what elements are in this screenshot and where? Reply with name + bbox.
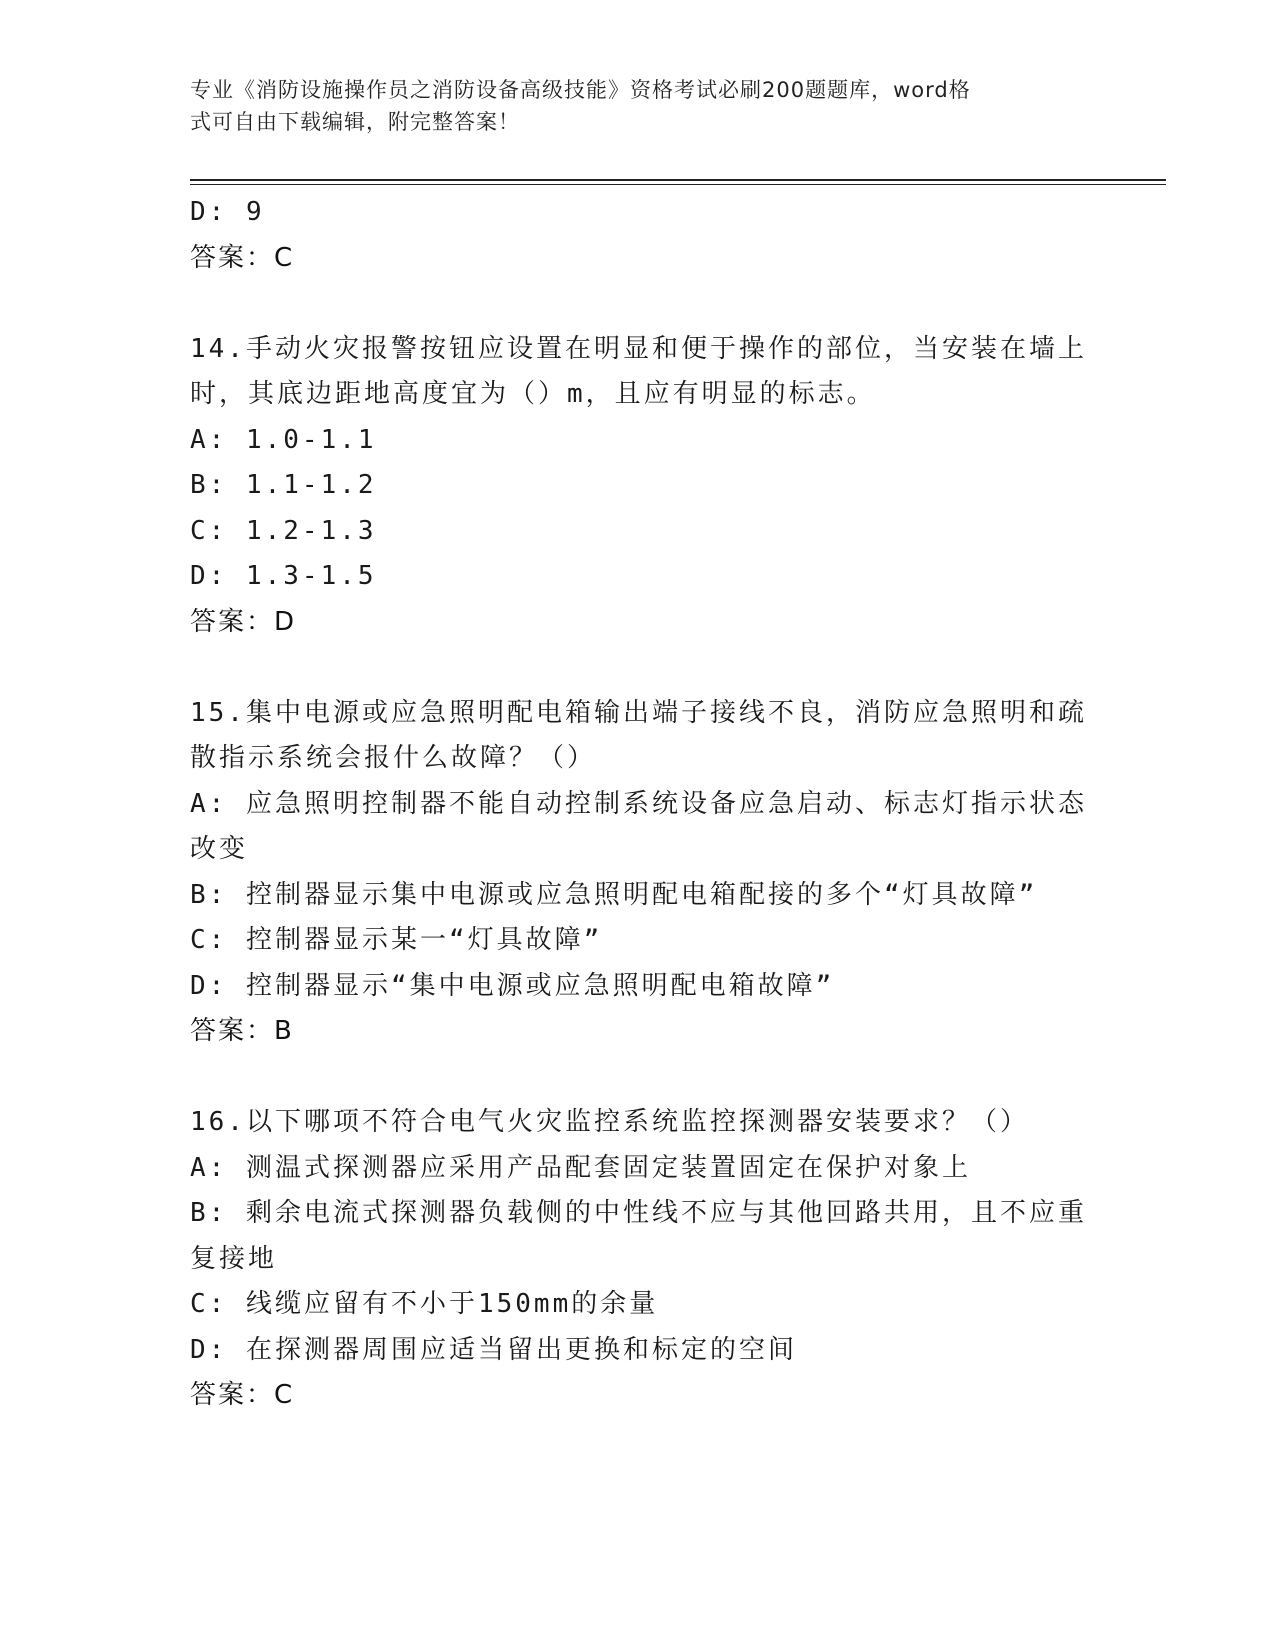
question-stem — [190, 1100, 1090, 1146]
option-a-continued: 改变 — [190, 834, 249, 864]
stem-line: 散指示系统会报什么故障？（） — [190, 743, 597, 773]
previous-question-tail — [190, 190, 1090, 281]
question-14 — [190, 327, 1090, 646]
option-c: C: 线缆应留有不小于150mm的余量 — [190, 1289, 659, 1319]
page-header — [190, 74, 1080, 138]
stem-line: 时，其底边距地高度宜为（）m，且应有明显的标志。 — [190, 379, 876, 409]
option-d: D: 在探测器周围应适当留出更换和标定的空间 — [190, 1334, 797, 1365]
answer-line: 答案：D — [190, 606, 297, 637]
header-line-2: 式可自由下载编辑，附完整答案！ — [190, 110, 520, 134]
option-d: D: 9 — [190, 197, 265, 227]
option-a: A: 应急照明控制器不能自动控制系统设备应急启动、标志灯指示状态 — [190, 788, 1087, 819]
option-d: D: 控制器显示“集中电源或应急照明配电箱故障” — [190, 970, 835, 1001]
answer-line: 答案：C — [190, 242, 295, 273]
answer-line: 答案：B — [190, 1016, 294, 1046]
option-a: A: 1.0-1.1 — [190, 424, 377, 455]
question-stem — [190, 327, 1090, 418]
question-stem — [190, 691, 1090, 782]
spacer — [190, 281, 1090, 327]
answer-line: 答案：C — [190, 1380, 295, 1410]
stem-line: 14.手动火灾报警按钮应设置在明显和便于操作的部位，当安装在墙上 — [190, 333, 1087, 364]
question-content — [190, 190, 1090, 1419]
header-rule-thin — [190, 184, 1166, 185]
stem-line: 15.集中电源或应急照明配电箱输出端子接线不良，消防应急照明和疏 — [190, 697, 1087, 728]
header-rule-thick — [190, 179, 1166, 181]
option-d: D: 1.3-1.5 — [190, 561, 377, 591]
option-c: C: 1.2-1.3 — [190, 515, 377, 546]
question-16 — [190, 1100, 1090, 1419]
question-15 — [190, 691, 1090, 1055]
option-a: A: 测温式探测器应采用产品配套固定装置固定在保护对象上 — [190, 1152, 971, 1183]
spacer — [190, 645, 1090, 691]
stem-line: 16.以下哪项不符合电气火灾监控系统监控探测器安装要求？（） — [190, 1107, 1029, 1137]
header-line-1: 专业《消防设施操作员之消防设备高级技能》资格考试必刷200题题库，word格 — [190, 78, 971, 102]
option-b: B: 控制器显示集中电源或应急照明配电箱配接的多个“灯具故障” — [190, 879, 1038, 910]
option-b: B: 1.1-1.2 — [190, 470, 377, 500]
option-b: B: 剩余电流式探测器负载侧的中性线不应与其他回路共用，且不应重 — [190, 1198, 1087, 1228]
spacer — [190, 1055, 1090, 1101]
option-c: C: 控制器显示某一“灯具故障” — [190, 925, 603, 955]
option-b-continued: 复接地 — [190, 1243, 278, 1274]
